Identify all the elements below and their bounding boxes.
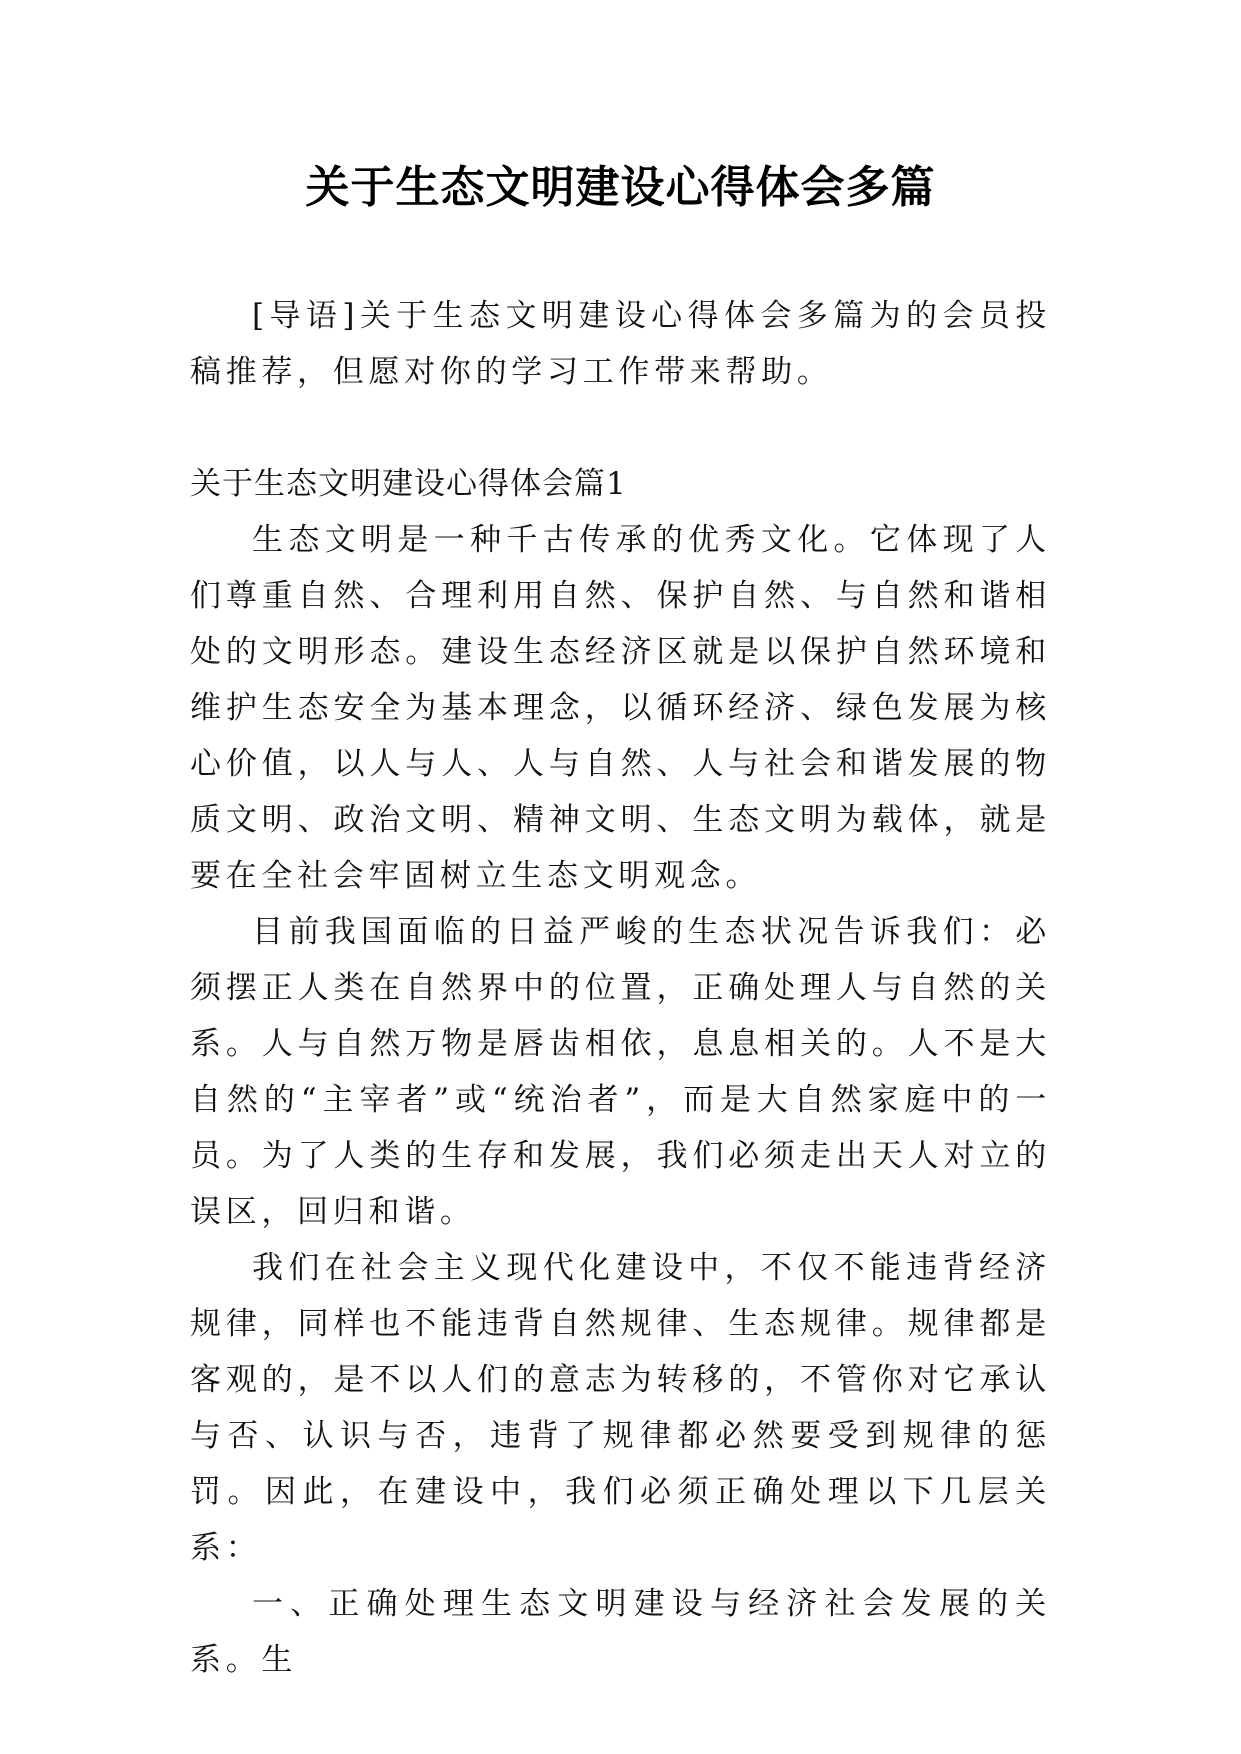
document-body <box>190 288 1051 1688</box>
lead-paragraph: [导语]关于生态文明建设心得体会多篇为的会员投稿推荐，但愿对你的学习工作带来帮助。 <box>190 298 1051 390</box>
body-paragraph-2: 目前我国面临的日益严峻的生态状况告诉我们：必须摆正人类在自然界中的位置，正确处理人与自然的关系。人与自然万物是唇齿相依，息息相关的。人不是大自然的“主宰者”或“统治者”，而是大自然家庭中的一员。为了人类的生存和发展，我们必须走出天人对立的误区，回归和谐。 <box>190 914 1051 1230</box>
body-paragraph-1: 生态文明是一种千古传承的优秀文化。它体现了人们尊重自然、合理利用自然、保护自然、与自然和谐相处的文明形态。建设生态经济区就是以保护自然环境和维护生态安全为基本理念，以循环经济、绿色发展为核心价值，以人与人、人与自然、人与社会和谐发展的物质文明、政治文明、精神文明、生态文明为载体，就是要在全社会牢固树立生态文明观念。 <box>190 522 1051 894</box>
body-paragraph-3: 我们在社会主义现代化建设中，不仅不能违背经济规律，同样也不能违背自然规律、生态规律。规律都是客观的，是不以人们的意志为转移的，不管你对它承认与否、认识与否，违背了规律都必然要受到规律的惩罚。因此，在建设中，我们必须正确处理以下几层关系： <box>190 1250 1051 1566</box>
document-title: 关于生态文明建设心得体会多篇 <box>305 162 936 213</box>
section-heading: 关于生态文明建设心得体会篇1 <box>190 466 627 502</box>
body-paragraph-4: 一、正确处理生态文明建设与经济社会发展的关系。生 <box>190 1586 1051 1678</box>
